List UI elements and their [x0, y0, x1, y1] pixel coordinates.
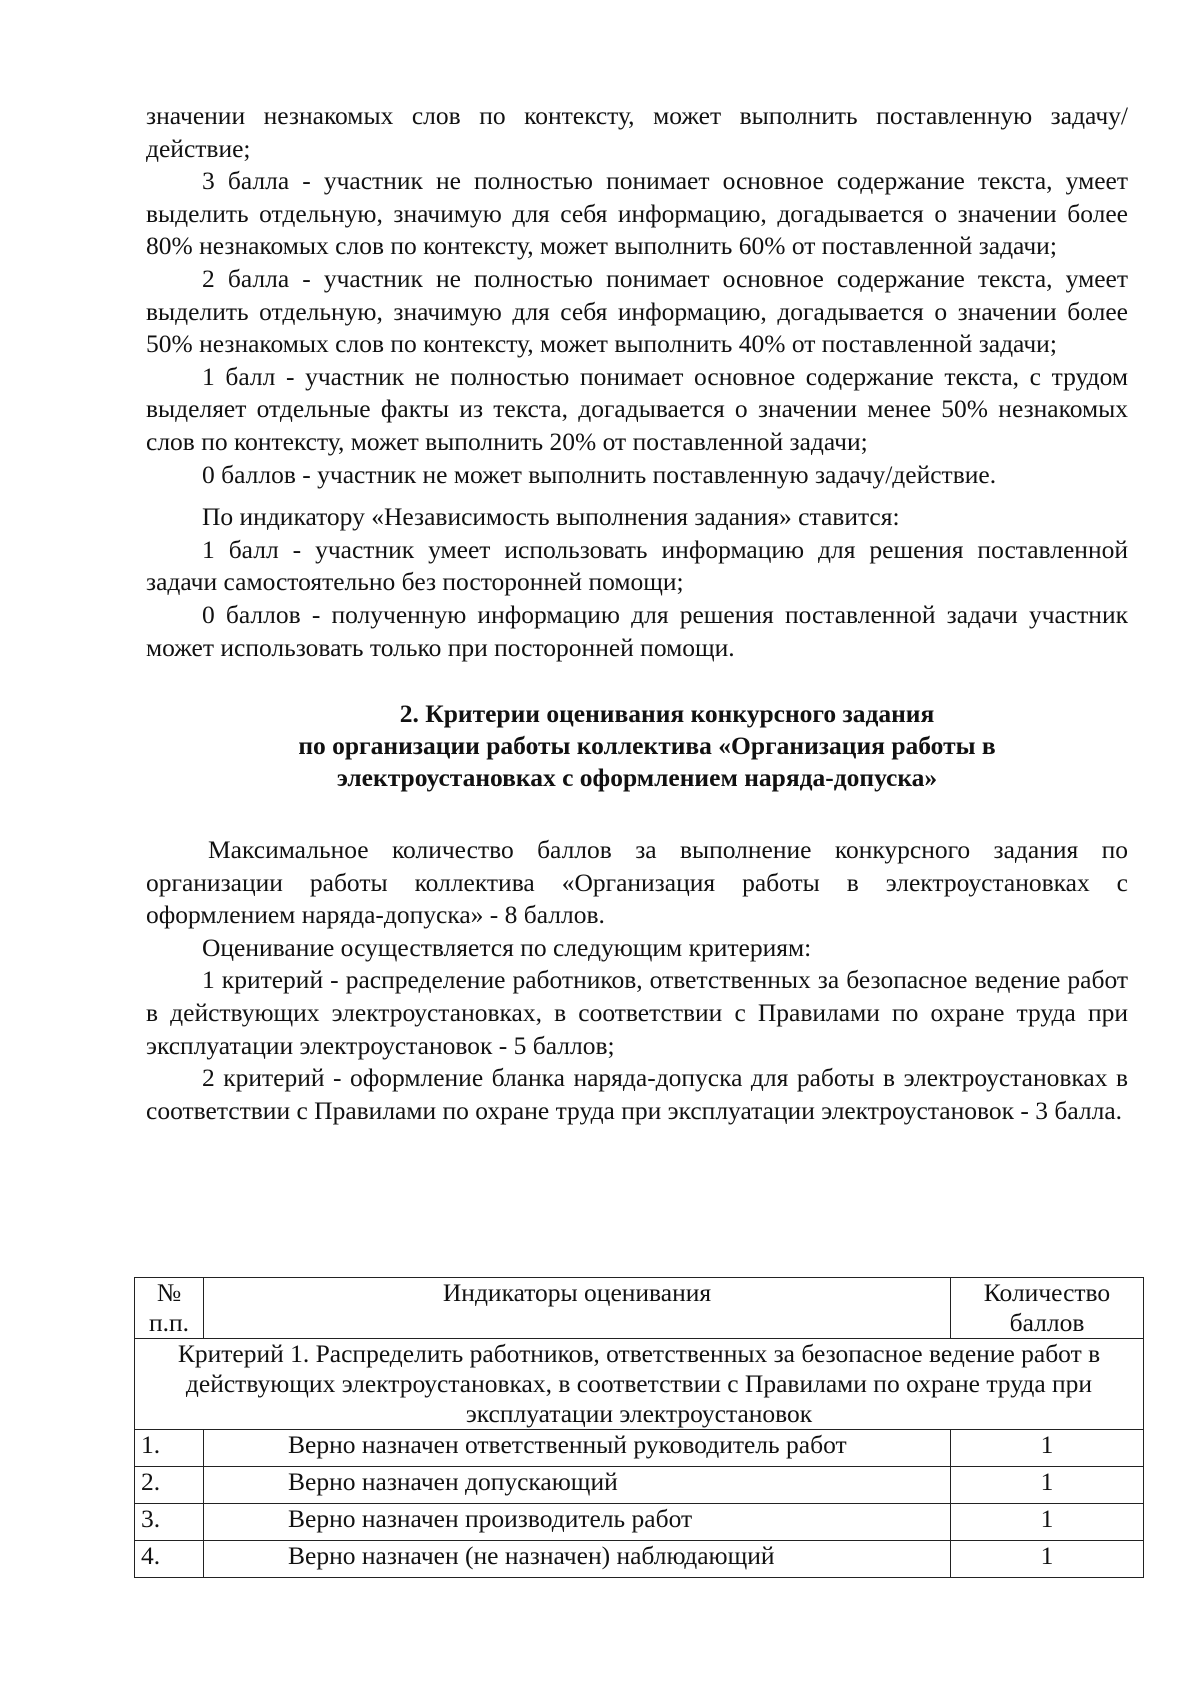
paragraph-independence-indicator: По индикатору «Независимость выполнения задания» ставится: [202, 502, 900, 532]
section-title [146, 698, 1128, 794]
table-row [135, 1467, 1144, 1504]
header-number: № п.п. [135, 1278, 204, 1339]
row-indicator: Верно назначен (не назначен) наблюдающий [204, 1541, 951, 1578]
paragraph-continuation: значении незнакомых слов по контексту, может выполнить поставленную задачу/действие; [146, 101, 1128, 163]
criteria-table [134, 1277, 1144, 1578]
row-points: 1 [951, 1541, 1144, 1578]
row-points: 1 [951, 1467, 1144, 1504]
row-number: 4. [135, 1541, 204, 1578]
table-row [135, 1541, 1144, 1578]
paragraph-1-point: 1 балл - участник не полностью понимает основное содержание текста, с трудом выделяет отдельные факты из текста, догадывается о значении менее 50% незнакомых слов по контексту, может выполнить 20% от поставленной задачи; [146, 361, 1128, 456]
section-title-line-1: 2. Критерии оценивания конкурсного задания [399, 699, 935, 729]
paragraph-3-points: 3 балла - участник не полностью понимает основное содержание текста, умеет выделить отдельную, значимую для себя информацию, догадывается о значении более 80% незнакомых слов по контексту, может выполнить 60% от поставленной задачи; [146, 166, 1128, 261]
paragraph-criteria-intro: Оценивание осуществляется по следующим критериям: [202, 932, 812, 962]
paragraph-independence-0-points: 0 баллов - полученную информацию для решения поставленной задачи участник может использовать только при посторонней помощи. [146, 599, 1128, 662]
row-indicator: Верно назначен допускающий [204, 1467, 951, 1504]
paragraph-criterion-2: 2 критерий - оформление бланка наряда-допуска для работы в электроустановках в соответствии с Правилами по охране труда при эксплуатации электроустановок - 3 балла. [146, 1063, 1128, 1125]
table-header-row [135, 1278, 1144, 1339]
row-indicator: Верно назначен ответственный руководитель работ [204, 1430, 951, 1467]
paragraph-max-points: Максимальное количество баллов за выполнение конкурсного задания по организации работы коллектива «Организация работы в электроустановках с оформлением наряда-допуска» - 8 баллов. [146, 835, 1128, 930]
row-points: 1 [951, 1504, 1144, 1541]
criterion-1-text: Критерий 1. Распределить работников, ответственных за безопасное ведение работ в действующих электроустановках, в соответствии с Правилами по охране труда при эксплуатации электроустановок [135, 1339, 1144, 1430]
row-number: 3. [135, 1504, 204, 1541]
table-row [135, 1430, 1144, 1467]
row-indicator: Верно назначен производитель работ [204, 1504, 951, 1541]
paragraph-0-points: 0 баллов - участник не может выполнить поставленную задачу/действие. [202, 459, 997, 489]
section-title-line-2: по организации работы коллектива «Организация работы в [298, 731, 996, 761]
header-points: Количество баллов [951, 1278, 1144, 1339]
section-title-line-3: электроустановках с оформлением наряда-допуска» [336, 763, 938, 793]
criterion-1-row [135, 1339, 1144, 1430]
document-page [146, 100, 1128, 1127]
paragraph-independence-1-point: 1 балл - участник умеет использовать информацию для решения поставленной задачи самостоятельно без посторонней помощи; [146, 534, 1128, 597]
table-row [135, 1504, 1144, 1541]
paragraph-criterion-1: 1 критерий - распределение работников, ответственных за безопасное ведение работ в действующих электроустановках, в соответствии с Правилами по охране труда при эксплуатации электроустановок - 5 баллов; [146, 965, 1128, 1060]
row-number: 2. [135, 1467, 204, 1504]
header-indicators: Индикаторы оценивания [204, 1278, 951, 1339]
paragraph-2-points: 2 балла - участник не полностью понимает основное содержание текста, умеет выделить отдельную, значимую для себя информацию, догадывается о значении более 50% незнакомых слов по контексту, может выполнить 40% от поставленной задачи; [146, 263, 1128, 359]
row-number: 1. [135, 1430, 204, 1467]
row-points: 1 [951, 1430, 1144, 1467]
